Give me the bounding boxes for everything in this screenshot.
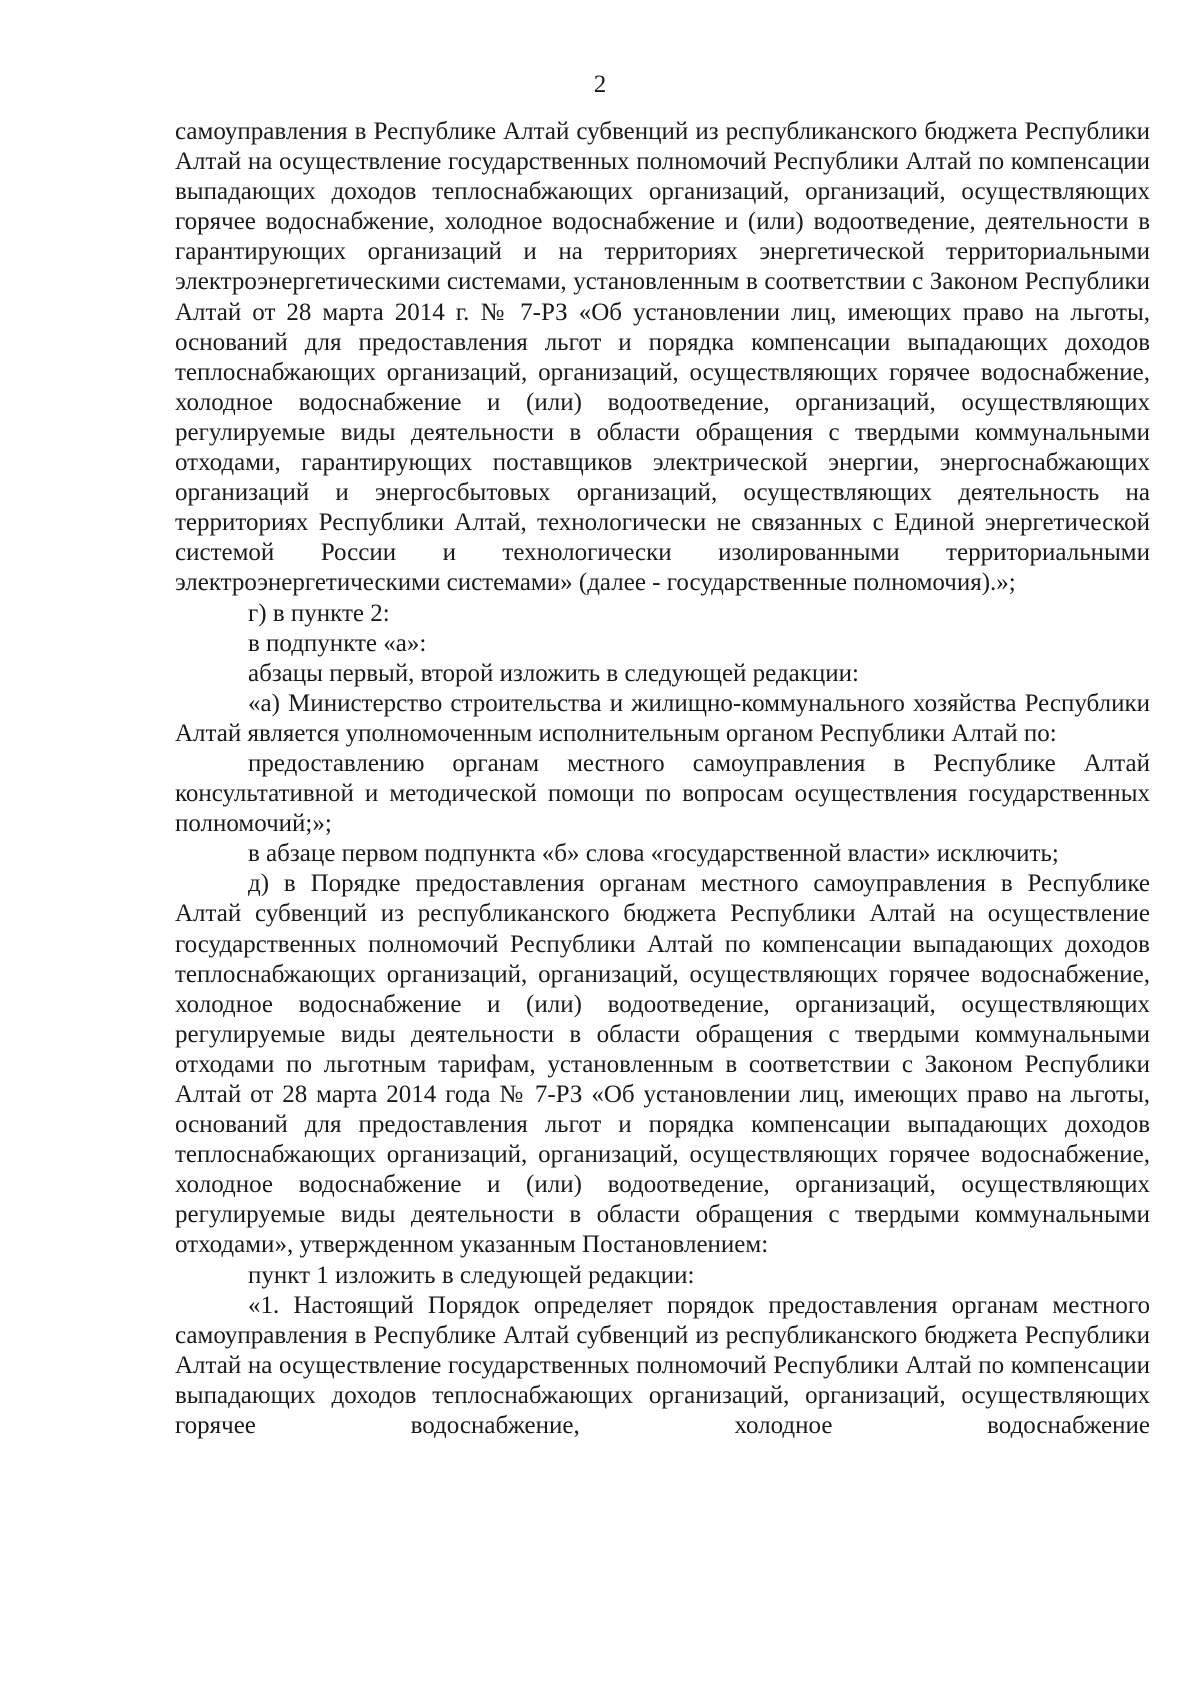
paragraph-point-1-text: «1. Настоящий Порядок определяет порядок предоставления органам местного самоуправления в Республике Алтай субвенций из республиканского бюджета Республики Алтай на осуществление государственных полномочий Республики Алтай по компенсации выпадающих доходов теплоснабжающих организаций, организаций, осуществляющих горячее водоснабжение, холодное водоснабжение xyxy=(175,1291,1150,1440)
document-body xyxy=(175,117,1150,1441)
page-number: 2 xyxy=(593,71,607,98)
paragraph-item-d: д) в Порядке предоставления органам местного самоуправления в Республике Алтай субвенций из республиканского бюджета Республики Алтай на осуществление государственных полномочий Республики Алтай по компенсации выпадающих доходов теплоснабжающих организаций, организаций, осуществляющих горячее водоснабжение, холодное водоснабжение и (или) водоотведение, организаций, осуществляющих регулируемые виды деятельности в области обращения с твердыми коммунальными отходами по льготным тарифам, установленным в соответствии с Законом Республики Алтай от 28 марта 2014 года № 7-РЗ «Об установлении лиц, имеющих право на льготы, оснований для предоставления льгот и порядка компенсации выпадающих доходов теплоснабжающих организаций, организаций, осуществляющих горячее водоснабжение, холодное водоснабжение и (или) водоотведение, организаций, осуществляющих регулируемые виды деятельности в области обращения с твердыми коммунальными отходами», утвержденном указанным Постановлением: xyxy=(175,870,1150,1259)
paragraph-subitem-b: в абзаце первом подпункта «б» слова «государственной власти» исключить; xyxy=(248,840,1059,868)
paragraph-subitem-a: в подпункте «а»: xyxy=(248,629,427,657)
paragraph-continuation: самоуправления в Республике Алтай субвенций из республиканского бюджета Республики Алтай на осуществление государственных полномочий Республики Алтай по компенсации выпадающих доходов теплоснабжающих организаций, организаций, осуществляющих горячее водоснабжение, холодное водоснабжение и (или) водоотведение, деятельности в гарантирующих организаций и на территориях энергетической территориальными электроэнергетическими системами, установленным в соответствии с Законом Республики Алтай от 28 марта 2014 г. № 7-РЗ «Об установлении лиц, имеющих право на льготы, оснований для предоставления льгот и порядка компенсации выпадающих доходов теплоснабжающих организаций, организаций, осуществляющих горячее водоснабжение, холодное водоснабжение и (или) водоотведение, организаций, осуществляющих регулируемые виды деятельности в области обращения с твердыми коммунальными отходами, гарантирующих поставщиков электрической энергии, энергоснабжающих организаций и энергосбытовых организаций, осуществляющих деятельность на территориях Республики Алтай, технологически не связанных с Единой энергетической системой России и технологически изолированными территориальными электроэнергетическими системами» (далее - государственные полномочия).»; xyxy=(175,118,1150,597)
paragraph-point-1-instruction: пункт 1 изложить в следующей редакции: xyxy=(248,1261,695,1289)
paragraph-assistance: предоставлению органам местного самоуправления в Республике Алтай консультативной и методической помощи по вопросам осуществления государственных полномочий;»; xyxy=(175,749,1150,838)
paragraph-ministry: «а) Министерство строительства и жилищно-коммунального хозяйства Республики Алтай является уполномоченным исполнительным органом Республики Алтай по: xyxy=(175,689,1150,747)
paragraph-item-g: г) в пункте 2: xyxy=(248,599,390,627)
paragraph-instruction: абзацы первый, второй изложить в следующей редакции: xyxy=(248,659,859,687)
